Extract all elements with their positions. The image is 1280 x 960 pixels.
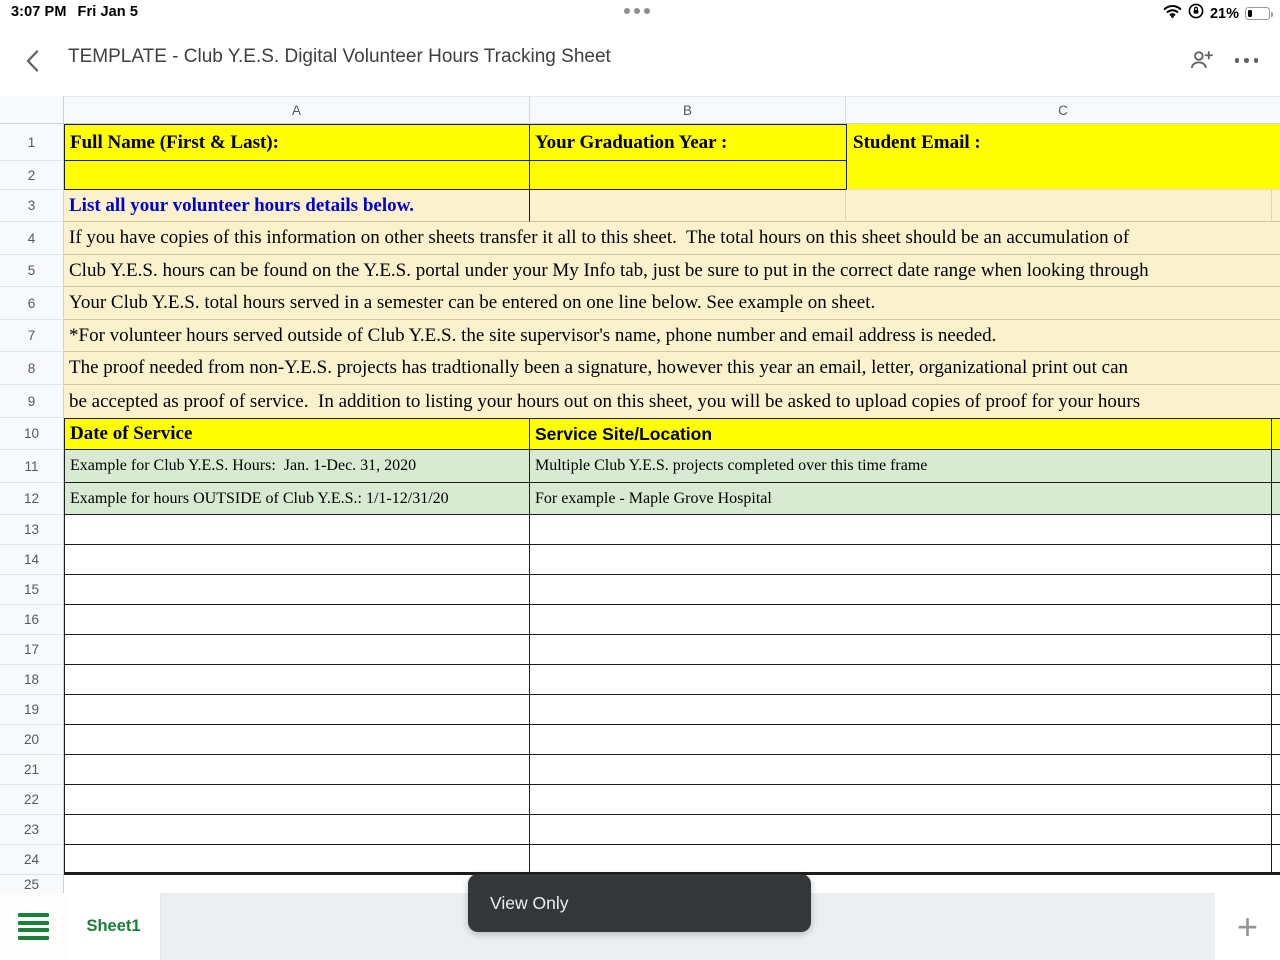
cell-b19[interactable] <box>530 695 1272 725</box>
cell-edge-13[interactable] <box>1272 515 1280 545</box>
row-header-20[interactable]: 20 <box>0 725 64 755</box>
cell-edge-3[interactable] <box>1272 190 1280 222</box>
cell-b16[interactable] <box>530 605 1272 635</box>
cell-a2[interactable] <box>64 161 530 190</box>
column-header-b[interactable]: B <box>530 96 846 124</box>
cell-edge-19[interactable] <box>1272 695 1280 725</box>
cell-a5[interactable]: Club Y.E.S. hours can be found on the Y.E.S. portal under your My Info tab, just be sure to put in the correct date range when looking through <box>64 255 1280 287</box>
cell-b23[interactable] <box>530 815 1272 845</box>
status-bar <box>0 0 1280 28</box>
cell-b14[interactable] <box>530 545 1272 575</box>
cell-b15[interactable] <box>530 575 1272 605</box>
cell-a17[interactable] <box>64 635 530 665</box>
plus-icon: + <box>1236 905 1259 947</box>
cell-edge-14[interactable] <box>1272 545 1280 575</box>
cell-a23[interactable] <box>64 815 530 845</box>
status-time: 3:07 PM <box>11 4 67 20</box>
cell-a6[interactable]: Your Club Y.E.S. total hours served in a semester can be entered on one line below. See example on sheet. <box>64 287 1280 320</box>
cell-a21[interactable] <box>64 755 530 785</box>
row-header-1[interactable]: 1 <box>0 124 64 161</box>
spreadsheet-grid <box>0 96 1280 893</box>
row-header-21[interactable]: 21 <box>0 755 64 785</box>
row-header-17[interactable]: 17 <box>0 635 64 665</box>
row-header-3[interactable]: 3 <box>0 190 64 222</box>
status-date: Fri Jan 5 <box>77 4 139 20</box>
cell-b1[interactable]: Your Graduation Year : <box>530 124 846 161</box>
cell-a24[interactable] <box>64 845 530 875</box>
row-header-6[interactable]: 6 <box>0 287 64 320</box>
row-header-13[interactable]: 13 <box>0 515 64 545</box>
hamburger-icon <box>18 913 49 940</box>
row-header-22[interactable]: 22 <box>0 785 64 815</box>
cell-a4[interactable]: If you have copies of this information on other sheets transfer it all to this sheet. The total hours on this sheet should be an accumulation of <box>64 222 1280 255</box>
cell-b21[interactable] <box>530 755 1272 785</box>
cell-b12[interactable]: For example - Maple Grove Hospital <box>530 483 1272 515</box>
cell-a8[interactable]: The proof needed from non-Y.E.S. projects has tradtionally been a signature, however this year an email, letter, organizational print out can <box>64 352 1280 385</box>
row-header-25[interactable]: 25 <box>0 875 64 893</box>
row-header-24[interactable]: 24 <box>0 845 64 875</box>
cell-a15[interactable] <box>64 575 530 605</box>
view-only-label: View Only <box>490 892 569 913</box>
row-header-18[interactable]: 18 <box>0 665 64 695</box>
cell-edge-23[interactable] <box>1272 815 1280 845</box>
row-header-19[interactable]: 19 <box>0 695 64 725</box>
cell-a16[interactable] <box>64 605 530 635</box>
cell-edge-20[interactable] <box>1272 725 1280 755</box>
column-header-a[interactable]: A <box>64 96 530 124</box>
overflow-menu-icon[interactable] <box>1235 58 1259 63</box>
cell-b24[interactable] <box>530 845 1272 875</box>
cell-edge-22[interactable] <box>1272 785 1280 815</box>
cell-a20[interactable] <box>64 725 530 755</box>
row-header-14[interactable]: 14 <box>0 545 64 575</box>
row-header-9[interactable]: 9 <box>0 385 64 418</box>
cell-b20[interactable] <box>530 725 1272 755</box>
cell-b11[interactable]: Multiple Club Y.E.S. projects completed over this time frame <box>530 450 1272 483</box>
cell-a10[interactable]: Date of Service <box>64 418 530 450</box>
back-button[interactable] <box>25 49 43 73</box>
person-add-icon[interactable] <box>1188 47 1214 78</box>
row-header-5[interactable]: 5 <box>0 255 64 287</box>
cell-b17[interactable] <box>530 635 1272 665</box>
cell-edge-18[interactable] <box>1272 665 1280 695</box>
cell-a3[interactable]: List all your volunteer hours details below. <box>64 190 530 222</box>
cell-b22[interactable] <box>530 785 1272 815</box>
cell-b18[interactable] <box>530 665 1272 695</box>
cell-edge-10[interactable] <box>1272 418 1280 450</box>
view-only-toast <box>468 874 811 932</box>
cell-a14[interactable] <box>64 545 530 575</box>
cell-a22[interactable] <box>64 785 530 815</box>
row-header-12[interactable]: 12 <box>0 483 64 515</box>
cell-edge-12[interactable] <box>1272 483 1280 515</box>
cell-a9[interactable]: be accepted as proof of service. In addition to listing your hours out on this sheet, you will be asked to upload copies of proof for your hours <box>64 385 1280 418</box>
row-header-8[interactable]: 8 <box>0 352 64 385</box>
row-header-10[interactable]: 10 <box>0 418 64 450</box>
sheet-list-menu-button[interactable] <box>0 893 67 960</box>
cell-edge-11[interactable] <box>1272 450 1280 483</box>
cell-a1[interactable]: Full Name (First & Last): <box>64 124 530 161</box>
cell-b13[interactable] <box>530 515 1272 545</box>
cell-a12[interactable]: Example for hours OUTSIDE of Club Y.E.S.: 1/1-12/31/20 <box>64 483 530 515</box>
row-header-15[interactable]: 15 <box>0 575 64 605</box>
row-header-2[interactable]: 2 <box>0 161 64 190</box>
wifi-icon <box>1163 4 1182 23</box>
app-header <box>0 28 1280 92</box>
cell-b10[interactable]: Service Site/Location <box>530 418 1272 450</box>
corner-cell[interactable] <box>0 96 64 124</box>
cell-edge-15[interactable] <box>1272 575 1280 605</box>
sheet-tab-label: Sheet1 <box>86 917 141 935</box>
column-header-c[interactable]: C <box>846 96 1280 124</box>
cell-edge-24[interactable] <box>1272 845 1280 875</box>
row-header-16[interactable]: 16 <box>0 605 64 635</box>
cell-b2[interactable] <box>530 161 846 190</box>
row-header-7[interactable]: 7 <box>0 320 64 352</box>
cell-b3[interactable] <box>530 190 846 222</box>
row-header-23[interactable]: 23 <box>0 815 64 845</box>
cell-edge-21[interactable] <box>1272 755 1280 785</box>
cell-a11[interactable]: Example for Club Y.E.S. Hours: Jan. 1-Dec. 31, 2020 <box>64 450 530 483</box>
add-sheet-button[interactable] <box>1215 893 1280 960</box>
cell-c1-merged[interactable]: Student Email : <box>846 124 1280 190</box>
orientation-lock-icon <box>1188 3 1204 24</box>
multitask-indicator-icon <box>624 8 650 14</box>
cell-a7[interactable]: *For volunteer hours served outside of Club Y.E.S. the site supervisor's name, phone number and email address is needed. <box>64 320 1280 352</box>
cell-a19[interactable] <box>64 695 530 725</box>
cell-a18[interactable] <box>64 665 530 695</box>
document-title: TEMPLATE - Club Y.E.S. Digital Volunteer Hours Tracking Sheet <box>68 46 611 67</box>
rowgroup-1-2 <box>0 124 1280 190</box>
sheet-tab-sheet1[interactable] <box>67 893 161 960</box>
cell-a13[interactable] <box>64 515 530 545</box>
cell-edge-16[interactable] <box>1272 605 1280 635</box>
row-header-11[interactable]: 11 <box>0 450 64 483</box>
cell-edge-17[interactable] <box>1272 635 1280 665</box>
battery-percent: 21% <box>1209 5 1239 22</box>
row-header-4[interactable]: 4 <box>0 222 64 255</box>
status-time-date <box>11 4 138 20</box>
cell-c3[interactable] <box>846 190 1272 222</box>
battery-icon <box>1245 7 1270 20</box>
